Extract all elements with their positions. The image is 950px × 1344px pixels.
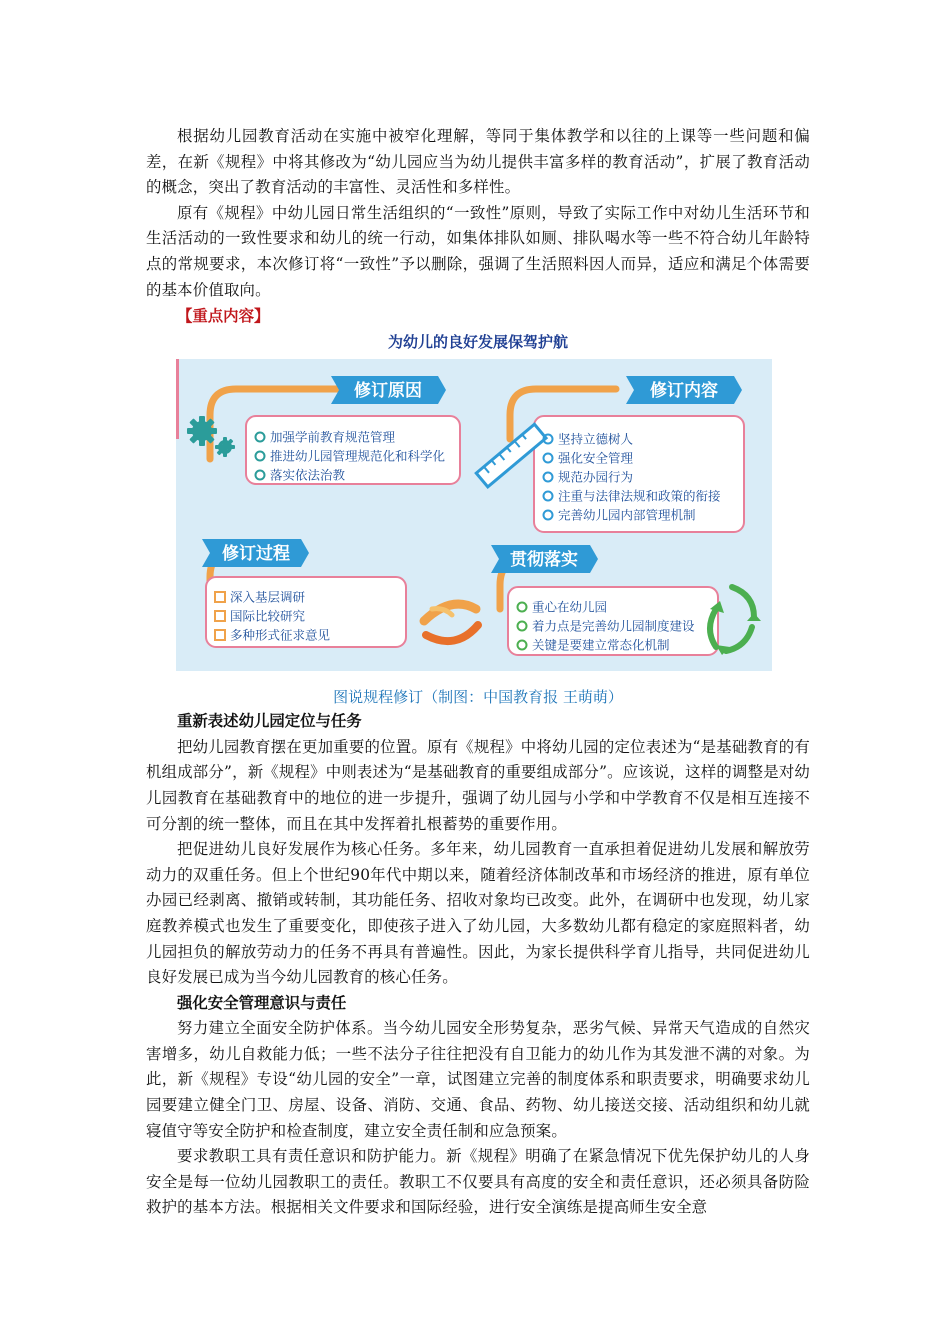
- heading-process-text: 修订过程: [222, 544, 290, 565]
- contents-item: 坚持立德树人: [558, 431, 634, 447]
- heading-reasons: [331, 376, 446, 404]
- infographic: [176, 359, 772, 671]
- section-heading-safety: 强化安全管理意识与责任: [177, 993, 347, 1012]
- heading-implement: [491, 545, 598, 573]
- left-edge-mark: [176, 359, 179, 439]
- heading-implement-text: 贯彻落实: [510, 550, 578, 571]
- contents-item: 注重与法律法规和政策的衔接: [558, 488, 721, 504]
- heading-reasons-text: 修订原因: [354, 381, 422, 402]
- contents-item: 完善幼儿园内部管理机制: [558, 507, 696, 523]
- intro-paragraph-2: 原有《规程》中幼儿园日常生活组织的“一致性”原则，导致了实际工作中对幼儿生活环节和生活活动的一致性要求和幼儿的统一行动，如集体排队如厕、排队喝水等一些不符合幼儿年龄特点的常规要求，本次修订将“一致性”予以删除，强调了生活照料因人而异，适应和满足个体需要的基本价值取向。: [146, 203, 810, 299]
- implement-item: 关键是要建立常态化机制: [532, 637, 670, 653]
- reasons-item: 加强学前教育规范管理: [270, 429, 396, 445]
- document-page: [146, 124, 810, 1221]
- reasons-item: 推进幼儿园管理规范化和科学化: [270, 448, 446, 464]
- implement-item: 重心在幼儿园: [532, 599, 608, 615]
- section1-paragraph-2: 把促进幼儿良好发展作为核心任务。多年来，幼儿园教育一直承担着促进幼儿发展和解放劳动力的双重任务。但上个世纪90年代中期以来，随着经济体制改革和市场经济的推进，原有单位办园已经剥离、撤销或转制，其功能任务、招收对象均已改变。此外，在调研中也发现，幼儿家庭教养模式也发生了重要变化，即使孩子进入了幼儿园，大多数幼儿都有稳定的家庭照料者，幼儿园担负的解放劳动力的任务不再具有普遍性。因此，为家长提供科学育儿指导，共同促进幼儿良好发展已成为当今幼儿园教育的核心任务。: [146, 840, 810, 987]
- infographic-canvas: [176, 359, 772, 671]
- contents-item: 规范办园行为: [558, 469, 634, 485]
- heading-process: [202, 539, 309, 567]
- figure-caption: 图说规程修订（制图：中国教育报 王萌萌）: [333, 688, 623, 707]
- heading-contents: [626, 376, 742, 404]
- section2-paragraph-2: 要求教职工具有责任意识和防护能力。新《规程》明确了在紧急情况下优先保护幼儿的人身安全是每一位幼儿园教职工的责任。教职工不仅要具有高度的安全和责任意识，还必须具备防险救护的基本方法。根据相关文件要求和国际经验，进行安全演练是提高师生安全意: [146, 1147, 810, 1217]
- contents-item: 强化安全管理: [558, 450, 634, 466]
- section2-paragraph-1: 努力建立全面安全防护体系。当今幼儿园安全形势复杂，恶劣气候、异常天气造成的自然灾害增多，幼儿自救能力低；一些不法分子往往把没有自卫能力的幼儿作为其发泄不满的对象。为此，新《规程》专设“幼儿园的安全”一章，试图建立完善的制度体系和职责要求，明确要求幼儿园要建立健全门卫、房屋、设备、消防、交通、食品、药物、幼儿接送交接、活动组织和幼儿就寝值守等安全防护和检查制度，建立安全责任制和应急预案。: [146, 1019, 810, 1140]
- process-item: 多种形式征求意见: [230, 627, 331, 643]
- reasons-item: 落实依法治教: [270, 467, 346, 483]
- section-heading-positioning: 重新表述幼儿园定位与任务: [177, 712, 362, 731]
- process-item: 国际比较研究: [230, 608, 306, 624]
- implement-item: 着力点是完善幼儿园制度建设: [532, 618, 695, 634]
- section1-paragraph-1: 把幼儿园教育摆在更加重要的位置。原有《规程》中将幼儿园的定位表述为“是基础教育的有机组成部分”，新《规程》中则表述为“是基础教育的重要组成部分”。应该说，这样的调整是对幼儿园教育在基础教育中的地位的进一步提升，强调了幼儿园与小学和中学教育不仅是相互连接不可分割的统一整体，而且在其中发挥着扎根蓄势的重要作用。: [146, 737, 810, 833]
- heading-contents-text: 修订内容: [650, 381, 718, 402]
- figure-title: 为幼儿的良好发展保驾护航: [387, 333, 568, 352]
- intro-paragraph-1: 根据幼儿园教育活动在实施中被窄化理解，等同于集体教学和以往的上课等一些问题和偏差，在新《规程》中将其修改为“幼儿园应当为幼儿提供丰富多样的教育活动”，扩展了教育活动的概念，突出了教育活动的丰富性、灵活性和多样性。: [146, 127, 810, 197]
- key-content-label: 【重点内容】: [177, 307, 270, 326]
- process-item: 深入基层调研: [230, 589, 306, 605]
